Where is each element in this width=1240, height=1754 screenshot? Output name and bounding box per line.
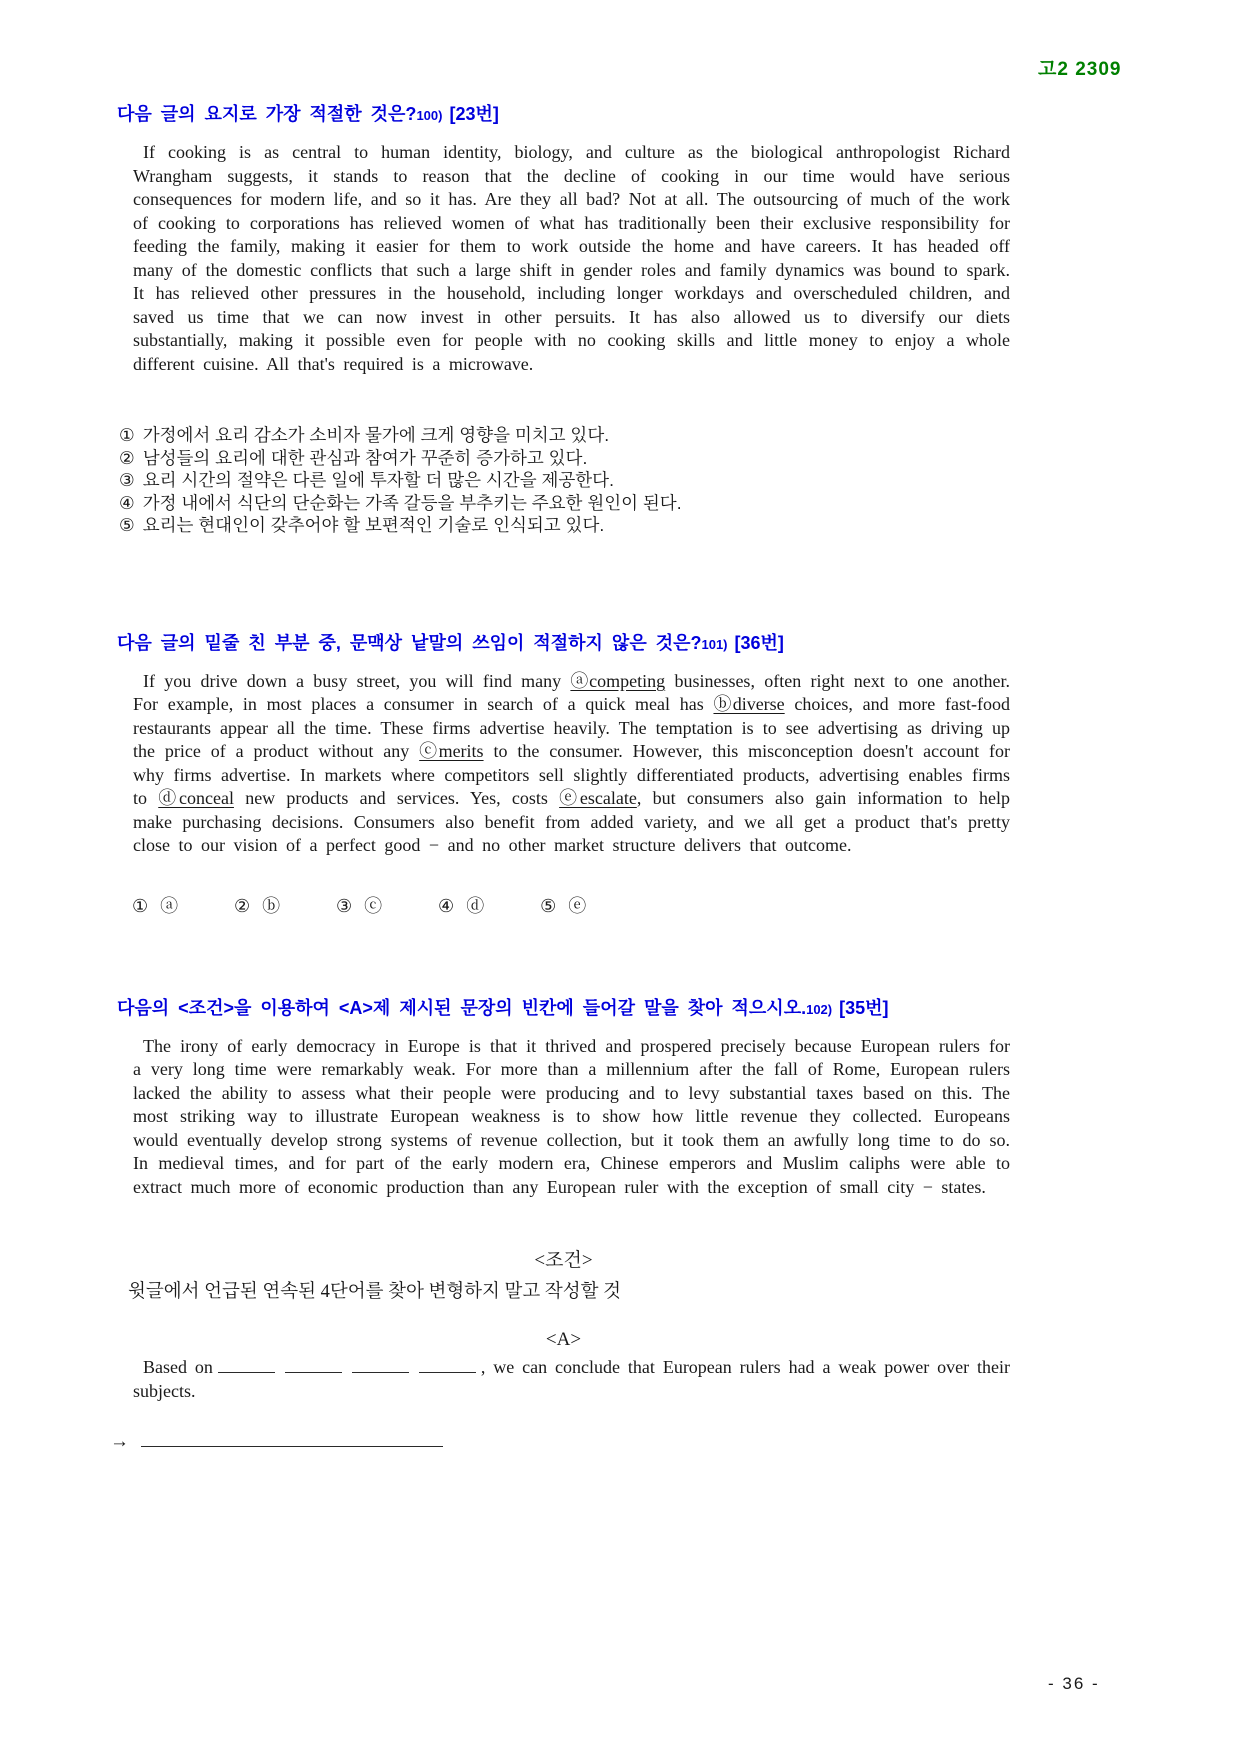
fill-in-sentence — [133, 1355, 1010, 1403]
choice-marker: ③ — [336, 895, 353, 916]
question-number-tag: [36번] — [734, 632, 784, 653]
passage-segment: new products and services. Yes, costs — [233, 788, 560, 809]
question-number-tag: [23번] — [449, 104, 499, 124]
choice-text: 요리 시간의 절약은 다른 일에 투자할 더 많은 시간을 제공한다. — [142, 470, 614, 491]
answer-row — [110, 1429, 1010, 1453]
choice-row — [132, 894, 1010, 918]
choice-5 — [119, 514, 1010, 537]
passage-text: If cooking is as central to human identity, biology, and culture as the biological anthropologist Richard Wrangham suggests, it stands to reason that the decline of cooking in our time would have serious consequences for modern life, and so it has. Are they all bad? Not at all. The outsourcing of much of the work of cooking to corporations has relieved women of what has traditionally been their exclusive responsibility for feeding the family, making it easier for them to work outside the home and have careers. It has headed off many of the domestic conflicts that such a large shift in gender roles and family dynamics was bound to spark. It has relieved other pressures in the household, including longer workdays and overscheduled children, and saved us time that we can now invest in other persuits. It has also allowed us to diversify our diets substantially, making it possible even for people with no cooking skills and little money to enjoy a whole different cuisine. All that's required is a microwave. — [133, 142, 1010, 374]
footnote-ref: 102) — [806, 1001, 833, 1017]
underlined-word-d: ⓓconceal — [158, 788, 234, 809]
choice-2 — [234, 894, 331, 918]
choice-letter: ⓓ — [466, 895, 485, 916]
choice-letter: ⓑ — [262, 895, 281, 916]
choice-marker: ① — [119, 425, 135, 445]
answer-blank-1 — [218, 1358, 275, 1373]
question-35 — [110, 997, 1010, 1454]
underlined-word-b: ⓑdiverse — [713, 694, 785, 715]
answer-write-line — [141, 1429, 443, 1447]
choice-marker: ④ — [119, 492, 135, 513]
passage-text: The irony of early democracy in Europe is that it thrived and prospered precisely because European rulers for a very long time were remarkably weak. For more than a millennium after the fall of Rome, European rulers lacked the ability to assess what their people were producing and to levy substantial taxes based on this. The most striking way to illustrate European weakness is to show how little revenue they collected. Europeans would eventually develop strong systems of revenue collection, but it took them an awfully long time to do so. In medieval times, and for part of the early modern era, Chinese emperors and Muslim caliphs were able to extract much more of economic production than any European ruler with the exception of small city − states. — [133, 1035, 1010, 1197]
choice-text: 남성들의 요리에 대한 관심과 참여가 꾸준히 증가하고 있다. — [142, 447, 588, 468]
arrow-icon: → — [110, 1431, 129, 1453]
question-title-text: 다음의 <조건>을 이용하여 <A>제 제시된 문장의 빈칸에 들어갈 말을 찾아 적으시오. — [117, 997, 807, 1018]
passage-segment: to the consumer. However, this misconception doesn't account for why firms advertise. In markets where competitors sell slightly differentiated products, advertising enables firms to — [133, 741, 1010, 809]
choice-text: 가정 내에서 식단의 단순화는 가족 갈등을 부추키는 주요한 원인이 된다. — [142, 492, 682, 513]
footnote-ref: 100) — [416, 108, 443, 123]
condition-text: 윗글에서 언급된 연속된 4단어를 찾아 변형하지 말고 작성할 것 — [128, 1282, 622, 1303]
header-grade-code: 고2 2309 — [1038, 59, 1122, 80]
passage-segment: choices, and more fast-food restaurants appear all the time. These firms advertise heavily. The temptation is to see advertising as driving up the price of a product without any — [133, 694, 1010, 762]
question-title-text: 다음 글의 요지로 가장 적절한 것은? — [117, 104, 417, 124]
footnote-ref: 101) — [701, 636, 728, 652]
underlined-word-a: ⓐcompeting — [570, 670, 666, 691]
choice-marker: ③ — [119, 470, 135, 491]
choice-2 — [119, 447, 1010, 470]
choice-marker: ② — [234, 895, 251, 916]
choice-4 — [438, 894, 535, 918]
question-23 — [117, 104, 1010, 537]
choice-1 — [132, 894, 229, 918]
choice-letter: ⓒ — [364, 895, 383, 916]
passage-segment: businesses, often right next to one another. For example, in most places a consumer in search of a quick meal has — [133, 670, 1011, 715]
choice-5 — [540, 894, 637, 918]
question-35-title — [117, 998, 1010, 1020]
question-36 — [117, 633, 1010, 918]
choice-3 — [119, 469, 1010, 492]
choice-marker: ① — [132, 895, 149, 916]
question-number-tag: [35번] — [839, 997, 889, 1018]
choice-letter: ⓐ — [160, 895, 179, 916]
condition-header: <조건> — [534, 1250, 593, 1272]
underlined-word-e: ⓔescalate — [559, 788, 637, 809]
choice-text: 가정에서 요리 감소가 소비자 물가에 크게 영향을 미치고 있다. — [142, 425, 610, 445]
underlined-word-c: ⓒmerits — [419, 741, 484, 762]
choice-text: 요리는 현대인이 갖추어야 할 보편적인 기술로 인식되고 있다. — [142, 515, 605, 536]
question-title-text: 다음 글의 밑줄 친 부분 중, 문맥상 낱말의 쓰임이 적절하지 않은 것은? — [117, 632, 702, 653]
passage-segment: , but consumers also gain information to help make purchasing decisions. Consumers also benefit from added variety, and we all get a product that's pretty close to our vision of a perfect good − and no other market structure delivers that outcome. — [133, 788, 1010, 856]
choice-marker: ⑤ — [540, 895, 557, 916]
choice-1 — [119, 424, 1010, 447]
choice-4 — [119, 492, 1010, 515]
passage-text — [133, 670, 1010, 858]
choice-letter: ⓔ — [568, 895, 587, 916]
passage-segment: If you drive down a busy street, you will find many — [143, 670, 571, 691]
content-column — [110, 104, 1011, 1453]
sentence-suffix: , we can conclude that European rulers had a weak power over their subjects. — [133, 1357, 1010, 1402]
choice-marker: ⑤ — [119, 515, 135, 536]
choice-marker: ② — [119, 447, 135, 468]
choice-list — [119, 424, 1010, 537]
answer-blank-3 — [352, 1358, 409, 1373]
answer-blank-2 — [285, 1358, 342, 1373]
sentence-prefix: Based on — [143, 1357, 213, 1378]
question-23-title — [117, 104, 1010, 126]
question-36-title — [117, 633, 1010, 655]
choice-3 — [336, 894, 433, 918]
answer-blank-4 — [419, 1358, 476, 1373]
a-box-header: <A> — [545, 1329, 582, 1351]
page-number: - 36 - — [1048, 1674, 1100, 1693]
choice-marker: ④ — [438, 895, 455, 916]
